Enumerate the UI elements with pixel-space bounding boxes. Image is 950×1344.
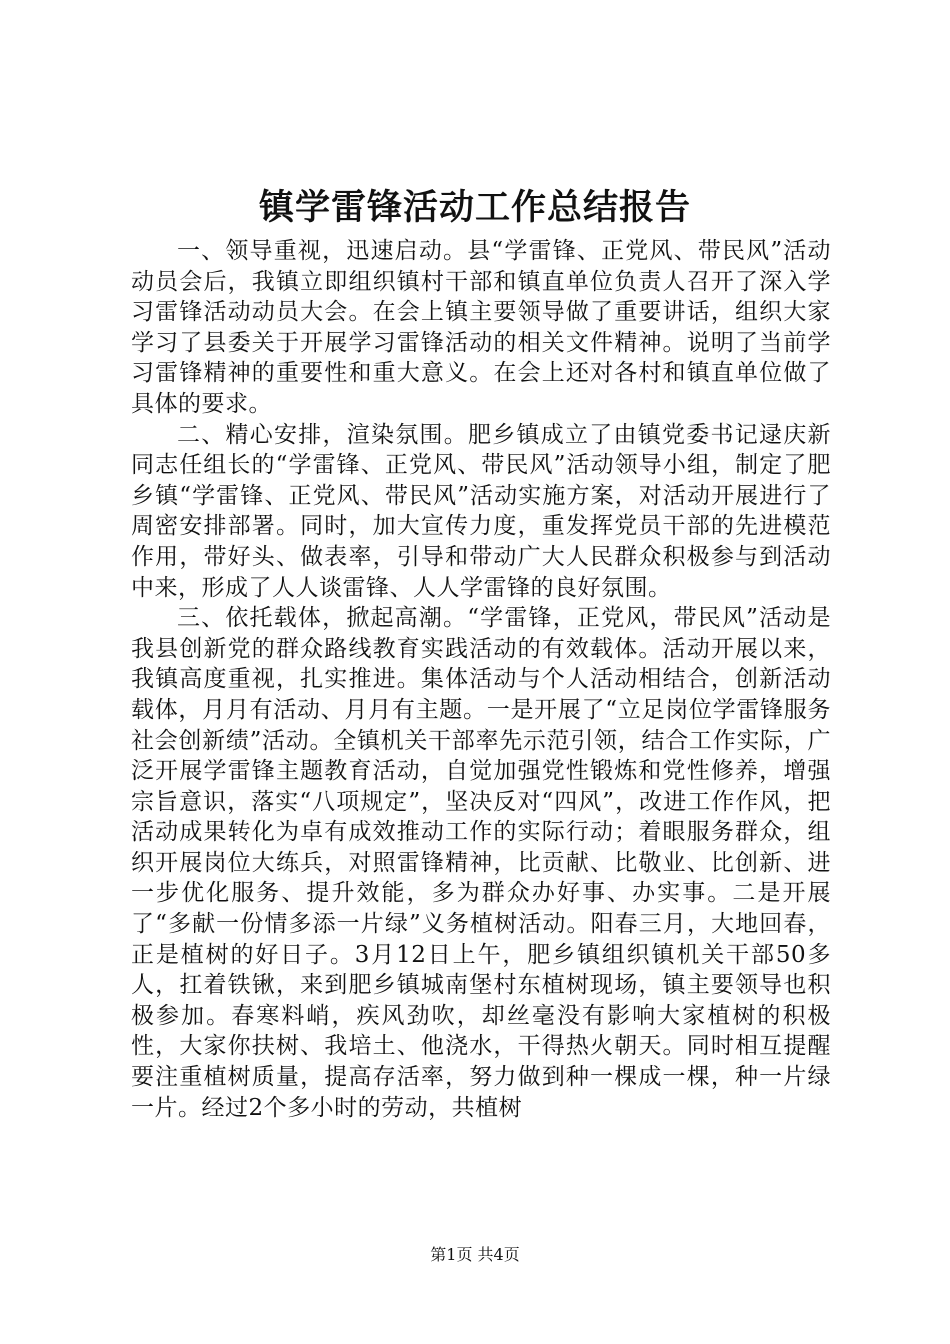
paragraph-3: 三、依托载体，掀起高潮。“学雷锋，正党风，带民风”活动是我县创新党的群众路线教育实践活动的有效载体。活动开展以来，我镇高度重视，扎实推进。集体活动与个人活动相结合，创新活动载体，月月有活动、月月有主题。一是开展了“立足岗位学雷锋服务社会创新绩”活动。全镇机关干部率先示范引领，结合工作实际，广泛开展学雷锋主题教育活动，自觉加强党性锻炼和党性修养，增强宗旨意识，落实“八项规定”，坚决反对“四风”，改进工作作风，把活动成果转化为卓有成效推动工作的实际行动；着眼服务群众，组织开展岗位大练兵，对照雷锋精神，比贡献、比敬业、比创新、进一步优化服务、提升效能，多为群众办好事、办实事。二是开展了“多献一份情多添一片绿”义务植树活动。阳春三月，大地回春，正是植树的好日子。3月12日上午，肥乡镇组织镇机关干部50多人，扛着铁锹，来到肥乡镇城南堡村东植树现场，镇主要领导也积极参加。春寒料峭，疾风劲吹，却丝毫没有影响大家植树的积极性，大家你扶树、我培土、他浇水，干得热火朝天。同时相互提醒要注重植树质量，提高存活率，努力做到种一棵成一棵，种一片绿一片。经过2个多小时的劳动，共植树 [131, 605, 831, 1121]
paragraph-2: 二、精心安排，渲染氛围。肥乡镇成立了由镇党委书记逯庆新同志任组长的“学雷锋、正党风、带民风”活动领导小组，制定了肥乡镇“学雷锋、正党风、带民风”活动实施方案，对活动开展进行了周密安排部署。同时，加大宣传力度，重发挥党员干部的先进模范作用，带好头、做表率，引导和带动广大人民群众积极参与到活动中来，形成了人人谈雷锋、人人学雷锋的良好氛围。 [131, 421, 831, 601]
paragraph-1: 一、领导重视，迅速启动。县“学雷锋、正党风、带民风”活动动员会后，我镇立即组织镇村干部和镇直单位负责人召开了深入学习雷锋活动动员大会。在会上镇主要领导做了重要讲话，组织大家学习了县委关于开展学习雷锋活动的相关文件精神。说明了当前学习雷锋精神的重要性和重大意义。在会上还对各村和镇直单位做了具体的要求。 [131, 238, 831, 417]
page-number: 第1页 共4页 [430, 1245, 520, 1264]
document-title: 镇学雷锋活动工作总结报告 [258, 187, 691, 228]
document-body [131, 236, 831, 1123]
